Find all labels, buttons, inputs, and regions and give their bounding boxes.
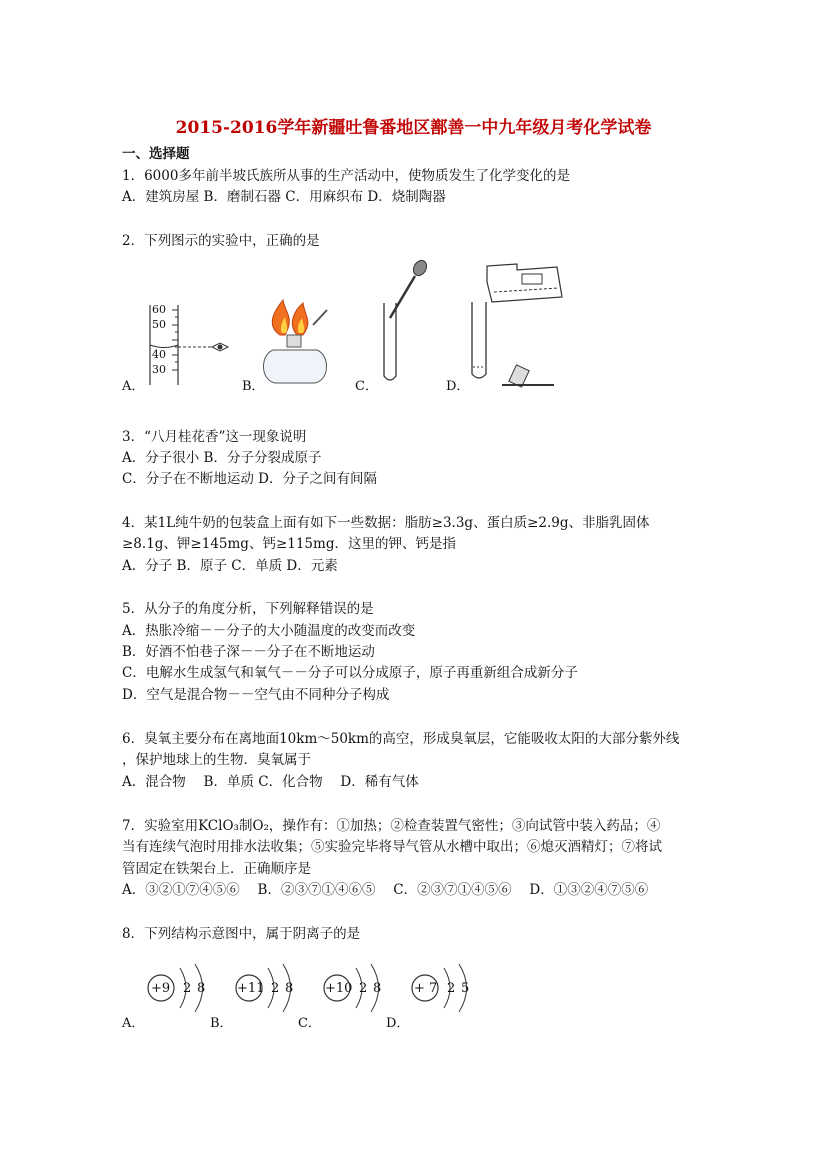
nucleus-a: +9 xyxy=(151,981,171,996)
q8-label-b: B． xyxy=(210,1016,233,1031)
shell-d-1: 2 xyxy=(447,981,456,996)
q6-options: A．混合物 B．单质 C．化合物 D．稀有气体 xyxy=(122,774,419,790)
q2-label-c: C． xyxy=(355,379,378,394)
shell-c-1: 2 xyxy=(359,981,368,996)
q6-stem-2: ，保护地球上的生物．臭氧属于 xyxy=(122,752,311,768)
q7-options: A．③②①⑦④⑤⑥ B．②③⑦①④⑥⑤ C．②③⑦①④⑤⑥ D．①③②④⑦⑤⑥ xyxy=(122,882,649,898)
q2-label-b: B． xyxy=(242,379,265,394)
section-heading: 一、选择题 xyxy=(122,146,190,162)
q6-stem-1: 6．臭氧主要分布在离地面10km～50km的高空，形成臭氧层，它能吸收太阳的大部分紫外线 xyxy=(122,731,680,747)
q3-options-1: A．分子很小 B．分子分裂成原子 xyxy=(122,450,322,466)
q7-stem-1: 7．实验室用KClO₃制O₂，操作有：①加热；②检查装置气密性；③向试管中装入药品；④ xyxy=(122,818,661,834)
pouring-liquid-figure xyxy=(462,262,572,392)
q2-label-d: D． xyxy=(446,379,470,394)
q7-stem-3: 管固定在铁架台上．正确顺序是 xyxy=(122,861,311,877)
shell-b-1: 2 xyxy=(271,981,280,996)
q5-stem: 5．从分子的角度分析，下列解释错误的是 xyxy=(122,601,374,617)
nucleus-d: + 7 xyxy=(414,981,438,996)
q4-stem-1: 4．某1L纯牛奶的包装盒上面有如下一些数据：脂肪≥3.3g、蛋白质≥2.9g、非脂乳固体 xyxy=(122,515,650,531)
q5-option-b: B．好酒不怕巷子深－－分子在不断地运动 xyxy=(122,644,375,660)
tick-40: 40 xyxy=(152,348,166,361)
tick-60: 60 xyxy=(152,303,166,316)
q7-stem-2: 当有连续气泡时用排水法收集；⑤实验完毕将导气管从水槽中取出；⑥熄灭酒精灯；⑦将试 xyxy=(122,839,662,855)
q2-stem: 2．下列图示的实验中，正确的是 xyxy=(122,233,320,249)
shell-b-2: 8 xyxy=(285,981,294,996)
q8-label-c: C． xyxy=(298,1016,321,1031)
q1-stem: 1．6000多年前半坡氏族所从事的生产活动中，使物质发生了化学变化的是 xyxy=(122,168,570,184)
dropper-test-tube-figure xyxy=(370,258,440,388)
q5-option-a: A．热胀冷缩－－分子的大小随温度的改变而改变 xyxy=(122,623,416,639)
q5-option-d: D．空气是混合物－－空气由不同种分子构成 xyxy=(122,687,390,703)
nucleus-b: +11 xyxy=(237,981,265,996)
q2-label-a: A． xyxy=(122,379,145,394)
q5-option-c: C．电解水生成氢气和氧气－－分子可以分成原子，原子再重新组合成新分子 xyxy=(122,665,578,681)
tick-50: 50 xyxy=(152,318,166,331)
nucleus-c: +10 xyxy=(325,981,353,996)
q8-label-d: D． xyxy=(386,1016,410,1031)
q3-options-2: C．分子在不断地运动 D．分子之间有间隔 xyxy=(122,471,377,487)
shell-a-1: 2 xyxy=(183,981,192,996)
q1-options: A．建筑房屋 B．磨制石器 C．用麻织布 D．烧制陶器 xyxy=(122,189,446,205)
shell-d-2: 5 xyxy=(461,981,470,996)
page-title: 2015-2016学年新疆吐鲁番地区鄯善一中九年级月考化学试卷 xyxy=(175,118,652,138)
q8-label-a: A． xyxy=(122,1016,145,1031)
q3-stem: 3．“八月桂花香”这一现象说明 xyxy=(122,429,307,445)
shell-a-2: 8 xyxy=(197,981,206,996)
tick-30: 30 xyxy=(152,363,166,376)
alcohol-lamp-figure xyxy=(255,295,335,390)
q4-stem-2: ≥8.1g、钾≥145mg、钙≥115mg．这里的钾、钙是指 xyxy=(122,536,456,552)
q8-stem: 8．下列结构示意图中，属于阴离子的是 xyxy=(122,926,361,942)
q4-options: A．分子 B．原子 C．单质 D．元素 xyxy=(122,558,338,574)
shell-c-2: 8 xyxy=(373,981,382,996)
